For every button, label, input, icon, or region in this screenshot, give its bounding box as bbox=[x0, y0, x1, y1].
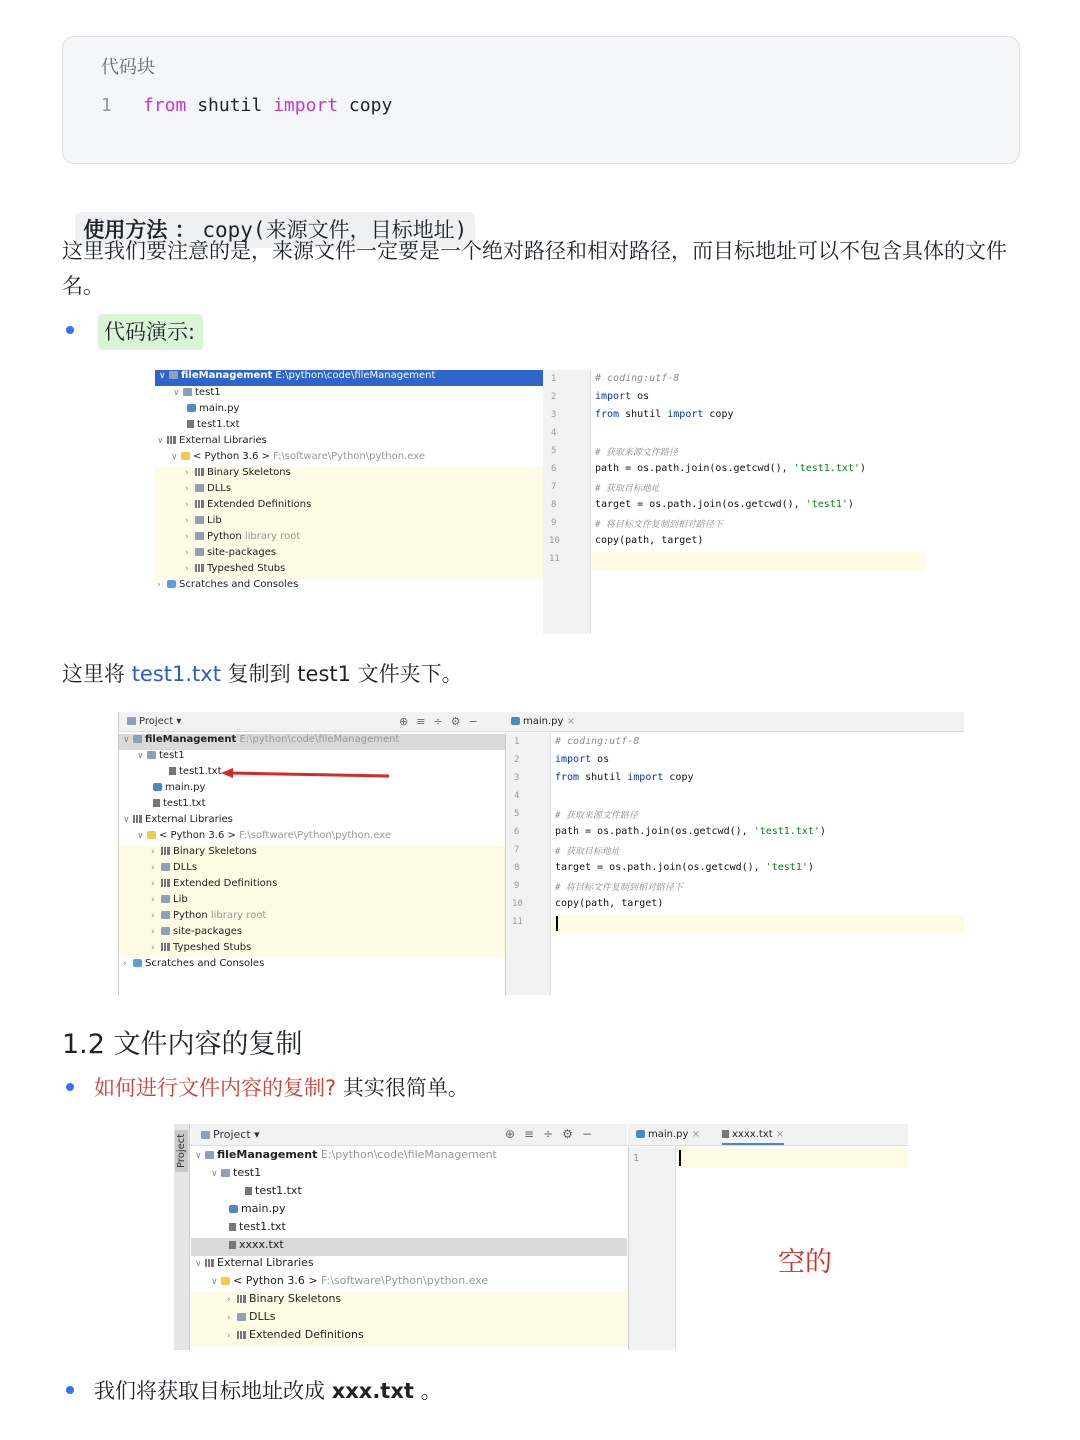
line-number: 7 bbox=[514, 845, 520, 855]
tree-label: test1 bbox=[159, 750, 185, 761]
chevron-right-icon: › bbox=[151, 863, 155, 873]
close-icon[interactable]: × bbox=[691, 1129, 701, 1140]
line-number: 6 bbox=[514, 827, 520, 837]
python-sdk-icon bbox=[221, 1277, 230, 1285]
tree-label: test1.txt bbox=[255, 1184, 302, 1197]
tree-label: External Libraries bbox=[179, 435, 267, 446]
tree-row[interactable] bbox=[155, 451, 425, 467]
folder-icon bbox=[195, 532, 204, 540]
tree-label: Typeshed Stubs bbox=[207, 563, 286, 574]
tree-row[interactable] bbox=[155, 499, 543, 515]
tree-label: Extended Definitions bbox=[249, 1328, 364, 1341]
chevron-right-icon: › bbox=[151, 879, 155, 889]
empty-annotation: 空的 bbox=[778, 1247, 832, 1278]
python-file-icon bbox=[153, 783, 162, 791]
chevron-down-icon: ∨ bbox=[123, 815, 130, 825]
bold-filename: xxx.txt bbox=[331, 1379, 414, 1403]
tree-row[interactable] bbox=[119, 958, 264, 974]
project-path: E:\python\code\fileManagement bbox=[275, 370, 436, 381]
folder-icon bbox=[161, 895, 170, 903]
python-file-icon bbox=[187, 404, 196, 412]
close-icon[interactable]: × bbox=[775, 1129, 785, 1140]
import-name: copy bbox=[338, 95, 393, 116]
project-name: fileManagement bbox=[217, 1148, 318, 1161]
text-file-icon bbox=[169, 767, 176, 775]
folder-icon bbox=[161, 911, 170, 919]
line-number: 11 bbox=[549, 554, 560, 564]
code-keyword: import bbox=[595, 391, 632, 402]
code-block-label: 代码块 bbox=[101, 57, 155, 78]
keyword-import: import bbox=[273, 95, 339, 116]
code-text: target = os.path.join(os.getcwd(), bbox=[595, 499, 806, 510]
tree-row[interactable] bbox=[119, 910, 505, 926]
chevron-down-icon: ∨ bbox=[137, 831, 144, 841]
python-file-icon bbox=[229, 1205, 238, 1213]
text-cursor bbox=[556, 916, 558, 931]
line-number: 9 bbox=[551, 518, 557, 528]
tree-label: External Libraries bbox=[217, 1256, 314, 1269]
chevron-down-icon: ∨ bbox=[137, 751, 144, 761]
module-name: shutil bbox=[186, 95, 274, 116]
usage-signature: copy(来源文件，目标地址) bbox=[202, 218, 468, 242]
tree-row[interactable] bbox=[119, 846, 505, 862]
tree-row[interactable] bbox=[191, 1274, 488, 1292]
folder-icon bbox=[205, 1151, 214, 1159]
tree-label: Typeshed Stubs bbox=[173, 942, 252, 953]
tree-extra: library root bbox=[210, 910, 267, 921]
code-keyword: from bbox=[555, 772, 580, 783]
tree-row[interactable] bbox=[119, 942, 505, 958]
line-number: 3 bbox=[514, 773, 520, 783]
code-string: 'test1' bbox=[765, 862, 808, 873]
code-text: path = os.path.join(os.getcwd(), bbox=[555, 826, 754, 837]
code-keyword: import bbox=[555, 754, 592, 765]
line-number: 1 bbox=[514, 737, 520, 747]
tab-main-py[interactable] bbox=[636, 1129, 700, 1140]
ide-screenshot-2 bbox=[118, 712, 964, 995]
tree-row[interactable] bbox=[119, 750, 185, 766]
tree-label: Lib bbox=[207, 515, 222, 526]
toolbar-icons[interactable]: ⊕≡÷⚙− bbox=[505, 1127, 601, 1141]
tree-label: Binary Skeletons bbox=[207, 467, 291, 478]
question-red-text: 如何进行文件内容的复制? bbox=[94, 1076, 337, 1100]
project-name: fileManagement bbox=[145, 734, 237, 745]
chevron-down-icon: ∨ bbox=[157, 436, 164, 446]
code-line bbox=[595, 391, 649, 402]
line-number: 1 bbox=[551, 374, 557, 384]
tree-row[interactable] bbox=[155, 435, 267, 451]
folder-icon bbox=[195, 516, 204, 524]
tree-label: Binary Skeletons bbox=[173, 846, 257, 857]
library-icon bbox=[195, 564, 204, 572]
chevron-right-icon: › bbox=[151, 847, 155, 857]
library-icon bbox=[237, 1295, 246, 1303]
tree-label: Lib bbox=[173, 894, 188, 905]
text: 。 bbox=[413, 1379, 442, 1403]
tree-label: Binary Skeletons bbox=[249, 1292, 342, 1305]
folder-icon bbox=[221, 1169, 230, 1177]
text-file-icon bbox=[245, 1187, 252, 1195]
text-file-icon bbox=[153, 799, 160, 807]
line-number: 2 bbox=[551, 392, 557, 402]
code-text: os bbox=[631, 391, 650, 402]
tree-label: test1 bbox=[195, 387, 221, 398]
tree-extra: F:\software\Python\python.exe bbox=[321, 1274, 489, 1287]
library-icon bbox=[133, 815, 142, 823]
chevron-down-icon: ∨ bbox=[159, 371, 166, 381]
code-string: 'test1.txt' bbox=[793, 463, 860, 474]
tree-row[interactable] bbox=[191, 1328, 627, 1346]
tree-root-row[interactable] bbox=[191, 1148, 497, 1166]
chevron-down-icon: ∨ bbox=[171, 452, 178, 462]
chevron-right-icon: › bbox=[151, 943, 155, 953]
tree-row[interactable] bbox=[119, 782, 205, 798]
line-gutter bbox=[505, 733, 551, 995]
line-gutter bbox=[628, 1147, 676, 1350]
library-icon bbox=[167, 436, 176, 444]
current-line-highlight bbox=[677, 1148, 908, 1168]
link-test1-txt[interactable]: test1.txt bbox=[131, 662, 221, 686]
code-keyword: import bbox=[667, 409, 704, 420]
tree-label: Python bbox=[173, 910, 208, 921]
folder-icon bbox=[169, 371, 178, 379]
question-line bbox=[94, 1072, 469, 1102]
folder-icon bbox=[237, 1313, 246, 1321]
tree-row[interactable] bbox=[191, 1184, 302, 1202]
tree-row[interactable] bbox=[119, 926, 505, 942]
line-number: 1 bbox=[633, 1153, 640, 1164]
tree-label: test1.txt bbox=[239, 1220, 286, 1233]
chevron-right-icon: › bbox=[151, 927, 155, 937]
text-cursor bbox=[679, 1150, 681, 1166]
chevron-right-icon: › bbox=[185, 484, 189, 494]
tree-row[interactable] bbox=[155, 403, 239, 419]
code-line: # coding:utf-8 bbox=[595, 373, 680, 384]
usage-label: 使用方法 ： bbox=[83, 218, 196, 242]
line-number: 9 bbox=[514, 881, 520, 891]
code-comment: # 获取目标地址 bbox=[595, 484, 660, 494]
tree-row[interactable] bbox=[119, 878, 505, 894]
tab-label: xxxx.txt bbox=[732, 1129, 773, 1140]
ide-screenshot-3 bbox=[174, 1124, 908, 1350]
line-number: 10 bbox=[549, 536, 560, 546]
tree-label: main.py bbox=[165, 782, 206, 793]
text-file-icon bbox=[722, 1130, 729, 1138]
code-text: copy bbox=[663, 772, 694, 783]
code-keyword: import bbox=[627, 772, 664, 783]
tree-label: site-packages bbox=[173, 926, 243, 937]
tree-label: main.py bbox=[241, 1202, 286, 1215]
tree-row[interactable] bbox=[155, 563, 543, 579]
code-line bbox=[595, 409, 734, 420]
code-block-line bbox=[101, 95, 392, 116]
python-file-icon bbox=[511, 717, 520, 725]
folder-icon bbox=[127, 717, 136, 725]
code-text: path = os.path.join(os.getcwd(), bbox=[595, 463, 794, 474]
tree-row[interactable] bbox=[191, 1202, 285, 1220]
code-comment: # 将目标文件复制到相对路径下 bbox=[595, 520, 723, 530]
library-icon bbox=[161, 943, 170, 951]
paragraph-note: 这里我们要注意的是，来源文件一定要是一个绝对路径和相对路径，而目标地址可以不包含具体的文件名。 bbox=[62, 239, 1007, 298]
code-line bbox=[555, 754, 609, 765]
tree-label: xxxx.txt bbox=[239, 1238, 284, 1251]
tree-label: Scratches and Consoles bbox=[179, 579, 299, 590]
tree-row[interactable] bbox=[119, 798, 206, 814]
tree-row[interactable] bbox=[191, 1220, 286, 1238]
code-comment: # 将目标文件复制到相对路径下 bbox=[555, 883, 683, 893]
tree-label: test1.txt bbox=[163, 798, 206, 809]
python-sdk-icon bbox=[181, 452, 190, 460]
folder-icon bbox=[183, 388, 192, 396]
code-block bbox=[62, 36, 1020, 164]
folder-icon bbox=[147, 751, 156, 759]
tree-row[interactable] bbox=[119, 894, 505, 910]
code-text: ) bbox=[847, 499, 854, 510]
side-project-tab[interactable]: Project bbox=[175, 1130, 188, 1172]
code-line bbox=[595, 499, 854, 510]
tree-label: External Libraries bbox=[145, 814, 233, 825]
code-line bbox=[555, 772, 694, 783]
question-rest-text: 其实很简单。 bbox=[336, 1076, 469, 1100]
current-line-highlight bbox=[552, 915, 964, 933]
tree-row[interactable] bbox=[155, 579, 298, 595]
code-line bbox=[555, 826, 826, 837]
chevron-right-icon: › bbox=[185, 500, 189, 510]
tree-row-selected[interactable] bbox=[191, 1238, 627, 1256]
project-toolbar bbox=[119, 712, 505, 732]
chevron-right-icon: › bbox=[185, 564, 189, 574]
tree-row[interactable] bbox=[191, 1166, 261, 1184]
line-number: 5 bbox=[514, 809, 520, 819]
chevron-right-icon: › bbox=[185, 532, 189, 542]
toolbar-icons[interactable]: ⊕≡÷⚙− bbox=[399, 715, 486, 728]
chevron-right-icon: › bbox=[227, 1313, 231, 1323]
code-line: copy(path, target) bbox=[595, 535, 704, 546]
tree-extra: F:\software\Python\python.exe bbox=[273, 451, 426, 462]
folder-icon bbox=[195, 484, 204, 492]
code-comment: # 获取目标地址 bbox=[555, 847, 620, 857]
tree-row[interactable] bbox=[191, 1292, 627, 1310]
editor-tabs bbox=[628, 1124, 908, 1146]
code-text: ) bbox=[807, 862, 814, 873]
library-icon bbox=[205, 1259, 214, 1267]
tab-label: main.py bbox=[648, 1129, 689, 1140]
tree-label: Extended Definitions bbox=[207, 499, 312, 510]
code-text: ) bbox=[859, 463, 866, 474]
chevron-down-icon: ∨ bbox=[173, 388, 180, 398]
tree-label: DLLs bbox=[249, 1310, 276, 1323]
tree-row[interactable] bbox=[191, 1310, 627, 1328]
chevron-right-icon: › bbox=[227, 1295, 231, 1305]
current-line-highlight bbox=[592, 552, 925, 570]
project-toolbar-label[interactable]: Project ▾ bbox=[201, 1128, 260, 1141]
chevron-right-icon: › bbox=[227, 1331, 231, 1341]
tree-label: main.py bbox=[199, 403, 240, 414]
code-line: copy(path, target) bbox=[555, 898, 664, 909]
text: 这里将 bbox=[62, 662, 132, 686]
line-number: 4 bbox=[551, 428, 557, 438]
tree-row[interactable] bbox=[155, 483, 543, 499]
folder-icon bbox=[195, 548, 204, 556]
code-keyword: from bbox=[595, 409, 620, 420]
tree-root-row[interactable] bbox=[155, 370, 543, 386]
code-line: # coding:utf-8 bbox=[555, 736, 640, 747]
ide-screenshot-1 bbox=[155, 370, 925, 634]
folder-icon bbox=[133, 735, 142, 743]
tree-label: site-packages bbox=[207, 547, 277, 558]
code-comment: # 获取来源文件路径 bbox=[555, 811, 638, 821]
demo-label: 代码演示: bbox=[98, 314, 203, 350]
code-text: os bbox=[591, 754, 610, 765]
tree-label: test1.txt bbox=[179, 766, 222, 777]
bullet-dot bbox=[66, 1083, 74, 1091]
python-file-icon bbox=[636, 1130, 645, 1138]
tree-label: < Python 3.6 > bbox=[233, 1274, 318, 1287]
code-string: 'test1.txt' bbox=[753, 826, 820, 837]
code-text: target = os.path.join(os.getcwd(), bbox=[555, 862, 766, 873]
tree-label: < Python 3.6 > bbox=[159, 830, 236, 841]
tree-row[interactable] bbox=[119, 862, 505, 878]
scratches-icon bbox=[167, 580, 176, 588]
tree-label: Extended Definitions bbox=[173, 878, 278, 889]
last-bullet-line bbox=[94, 1375, 442, 1405]
project-toolbar-label[interactable]: Project ▾ bbox=[127, 716, 181, 727]
code-text: copy bbox=[703, 409, 734, 420]
text-file-icon bbox=[229, 1241, 236, 1249]
red-arrow-annotation bbox=[219, 767, 394, 781]
tree-extra: library root bbox=[244, 531, 301, 542]
folder-icon bbox=[161, 863, 170, 871]
bullet-dot bbox=[66, 1386, 74, 1394]
tree-row[interactable] bbox=[119, 814, 233, 830]
folder-icon bbox=[161, 927, 170, 935]
code-comment: # 获取来源文件路径 bbox=[595, 448, 678, 458]
code-string: 'test1' bbox=[805, 499, 848, 510]
project-tree bbox=[155, 370, 543, 634]
tree-label: Scratches and Consoles bbox=[145, 958, 265, 969]
keyword-from: from bbox=[143, 95, 187, 116]
chevron-right-icon: › bbox=[157, 580, 161, 590]
tree-label: DLLs bbox=[207, 483, 232, 494]
tree-root-row[interactable] bbox=[119, 734, 505, 750]
project-path: E:\python\code\fileManagement bbox=[320, 1148, 497, 1161]
code-line bbox=[595, 463, 866, 474]
chevron-down-icon: ∨ bbox=[211, 1169, 218, 1179]
line-number: 4 bbox=[514, 791, 520, 801]
line-number: 2 bbox=[514, 755, 520, 765]
library-icon bbox=[195, 468, 204, 476]
code-text: ) bbox=[819, 826, 826, 837]
editor-tabs bbox=[505, 712, 964, 732]
tree-label: < Python 3.6 > bbox=[193, 451, 270, 462]
chevron-right-icon: › bbox=[185, 468, 189, 478]
bullet-dot bbox=[66, 326, 74, 334]
line-number: 1 bbox=[101, 95, 112, 116]
tab-main-py[interactable] bbox=[511, 716, 575, 727]
tree-extra: F:\software\Python\python.exe bbox=[239, 830, 392, 841]
line-gutter bbox=[543, 370, 591, 634]
tree-label: test1 bbox=[233, 1166, 262, 1179]
chevron-right-icon: › bbox=[185, 548, 189, 558]
line-number: 6 bbox=[551, 464, 557, 474]
chevron-right-icon: › bbox=[185, 516, 189, 526]
tree-row[interactable] bbox=[119, 830, 391, 846]
tree-label: test1.txt bbox=[197, 419, 240, 430]
code-line bbox=[555, 862, 814, 873]
line-number: 8 bbox=[551, 500, 557, 510]
folder-icon bbox=[201, 1131, 210, 1139]
tree-row[interactable] bbox=[155, 531, 543, 547]
close-icon[interactable]: × bbox=[566, 716, 576, 727]
line-number: 8 bbox=[514, 863, 520, 873]
library-icon bbox=[161, 847, 170, 855]
code-text: shutil bbox=[619, 409, 668, 420]
line-number: 3 bbox=[551, 410, 557, 420]
text: 我们将获取目标地址改成 bbox=[94, 1379, 332, 1403]
chevron-right-icon: › bbox=[123, 959, 127, 969]
side-tool-strip bbox=[174, 1124, 190, 1350]
tree-label: Python bbox=[207, 531, 242, 542]
text-file-icon bbox=[229, 1223, 236, 1231]
code-text: shutil bbox=[579, 772, 628, 783]
chevron-down-icon: ∨ bbox=[195, 1151, 202, 1161]
text: 复制到 test1 文件夹下。 bbox=[220, 662, 463, 686]
usage-line bbox=[62, 188, 475, 242]
text-file-icon bbox=[187, 420, 194, 428]
toolbar-label: Project bbox=[213, 1128, 251, 1141]
tree-row[interactable] bbox=[155, 419, 240, 435]
scratches-icon bbox=[133, 959, 142, 967]
line-number: 11 bbox=[512, 917, 523, 927]
toolbar-label: Project bbox=[139, 716, 174, 727]
python-sdk-icon bbox=[147, 831, 156, 839]
line-number: 5 bbox=[551, 446, 557, 456]
line-number: 10 bbox=[512, 899, 523, 909]
tree-row[interactable] bbox=[119, 766, 222, 782]
tree-row[interactable] bbox=[155, 515, 543, 531]
chevron-down-icon: ∨ bbox=[123, 735, 130, 745]
project-name: fileManagement bbox=[181, 370, 273, 381]
tree-row[interactable] bbox=[155, 387, 221, 403]
tab-xxxx-txt[interactable] bbox=[722, 1129, 784, 1145]
library-icon bbox=[195, 500, 204, 508]
library-icon bbox=[161, 879, 170, 887]
section-title: 1.2 文件内容的复制 bbox=[62, 1029, 303, 1060]
chevron-right-icon: › bbox=[151, 911, 155, 921]
tree-label: DLLs bbox=[173, 862, 198, 873]
chevron-down-icon: ∨ bbox=[211, 1277, 218, 1287]
paragraph-copy-note bbox=[62, 658, 463, 688]
line-number: 7 bbox=[551, 482, 557, 492]
library-icon bbox=[237, 1331, 246, 1339]
project-toolbar bbox=[191, 1124, 627, 1146]
chevron-down-icon: ∨ bbox=[195, 1259, 202, 1269]
project-path: E:\python\code\fileManagement bbox=[239, 734, 400, 745]
tree-row[interactable] bbox=[191, 1256, 314, 1274]
tree-row[interactable] bbox=[155, 547, 543, 563]
tab-label: main.py bbox=[523, 716, 564, 727]
tree-row[interactable] bbox=[155, 467, 543, 483]
chevron-right-icon: › bbox=[151, 895, 155, 905]
